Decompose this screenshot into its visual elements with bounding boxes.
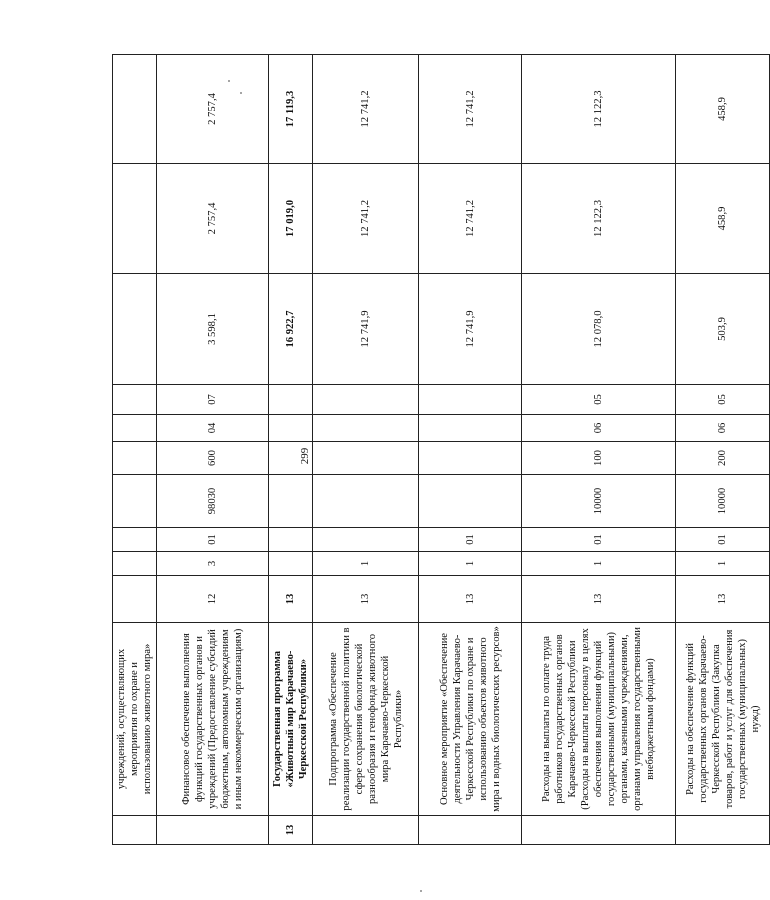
row-name: Расходы на выплаты по оплате труда работников государственных органов Карачаево-Черкесской Республики (Расходы на выплаты персоналу в целях обеспечения выполнения функций государственными (муниципальными) органами, казенными учреждениями, органами управления государственными внебюджетными фондами) — [522, 623, 676, 816]
code-section: 04 — [157, 415, 269, 442]
value-year-3 — [113, 55, 157, 164]
code-expense-type — [269, 442, 313, 475]
row-name: учреждений, осуществляющих мероприятия по охране и использованию животного мира» — [113, 623, 157, 816]
code-direction: 10000 — [676, 475, 770, 528]
row-number: 13 — [269, 816, 313, 845]
code-expense-type — [419, 442, 522, 475]
value-year-3: 2 757,4 — [157, 55, 269, 164]
value-year-3: 12 122,3 — [522, 55, 676, 164]
code-subprogram: 1 — [313, 552, 419, 576]
code-subsection — [269, 385, 313, 415]
scan-speck — [228, 80, 230, 82]
rotated-table-wrapper — [112, 55, 761, 845]
row-name: Государственная программа «Животный мир Карачаево-Черкесской Республики» — [269, 623, 313, 816]
code-subprogram: 1 — [676, 552, 770, 576]
code-event: 01 — [676, 528, 770, 552]
code-expense-type: 600 — [157, 442, 269, 475]
code-subsection: 05 — [522, 385, 676, 415]
code-section — [419, 415, 522, 442]
value-year-2: 12 741,2 — [313, 164, 419, 274]
value-year-1: 12 741,9 — [419, 274, 522, 385]
code-section — [113, 415, 157, 442]
value-year-2: 2 757,4 — [157, 164, 269, 274]
code-program: 13 — [676, 576, 770, 623]
code-program — [113, 576, 157, 623]
code-subsection — [313, 385, 419, 415]
code-section — [313, 415, 419, 442]
row-name: Расходы на обеспечение функций государственных органов Карачаево-Черкесской Республики (Закупка товаров, работ и услуг для обеспечения государственных (муниципальных) нужд) — [676, 623, 770, 816]
value-year-2: 458,9 — [676, 164, 770, 274]
row-number — [113, 816, 157, 845]
value-year-1: 12 078,0 — [522, 274, 676, 385]
code-program: 13 — [419, 576, 522, 623]
code-subsection — [113, 385, 157, 415]
code-direction — [313, 475, 419, 528]
table-body — [113, 55, 770, 845]
code-subprogram: 3 — [157, 552, 269, 576]
value-year-3: 12 741,2 — [419, 55, 522, 164]
value-year-1: 3 598,1 — [157, 274, 269, 385]
code-event: 01 — [157, 528, 269, 552]
row-number — [419, 816, 522, 845]
code-section — [269, 415, 313, 442]
row-name: Основное мероприятие «Обеспечение деятельности Управления Карачаево-Черкесской Республики по охране и использованию объектов животного мира и водных биологических ресурсов» — [419, 623, 522, 816]
value-year-3: 458,9 — [676, 55, 770, 164]
code-expense-type — [113, 442, 157, 475]
code-section: 06 — [676, 415, 770, 442]
code-subsection: 07 — [157, 385, 269, 415]
value-year-2: 12 741,2 — [419, 164, 522, 274]
scan-speck — [420, 890, 422, 892]
code-program: 13 — [269, 576, 313, 623]
value-year-3: 12 741,2 — [313, 55, 419, 164]
table-row — [522, 55, 676, 845]
code-event — [313, 528, 419, 552]
code-direction: 98030 — [157, 475, 269, 528]
value-year-2: 17 019,0 — [269, 164, 313, 274]
code-program: 13 — [313, 576, 419, 623]
table-row — [313, 55, 419, 845]
value-year-3: 17 119,3 — [269, 55, 313, 164]
row-number — [676, 816, 770, 845]
code-subprogram — [113, 552, 157, 576]
code-event: 01 — [522, 528, 676, 552]
code-subsection: 05 — [676, 385, 770, 415]
table-row — [269, 55, 313, 845]
code-event — [269, 528, 313, 552]
row-name: Финансовое обеспечение выполнения функций государственных органов и учреждений (Предоставление субсидий бюджетным, автономным учреждениям и иным некоммерческим организациям) — [157, 623, 269, 816]
code-subprogram: 1 — [522, 552, 676, 576]
value-year-2 — [113, 164, 157, 274]
page-number: 299 — [299, 447, 311, 465]
value-year-1: 12 741,9 — [313, 274, 419, 385]
code-direction: 10000 — [522, 475, 676, 528]
row-name: Подпрограмма «Обеспечение реализации государственной политики в сфере сохранения биологической разнообразия и генофонда животного мира Карачаево-Черкесской Республики» — [313, 623, 419, 816]
code-program: 12 — [157, 576, 269, 623]
table-row — [113, 55, 157, 845]
code-subsection — [419, 385, 522, 415]
code-subprogram — [269, 552, 313, 576]
code-direction — [113, 475, 157, 528]
table-row — [157, 55, 269, 845]
code-expense-type: 200 — [676, 442, 770, 475]
code-program: 13 — [522, 576, 676, 623]
row-number — [157, 816, 269, 845]
value-year-1: 503,9 — [676, 274, 770, 385]
code-expense-type: 100 — [522, 442, 676, 475]
code-expense-type — [313, 442, 419, 475]
code-subprogram: 1 — [419, 552, 522, 576]
code-direction — [269, 475, 313, 528]
value-year-2: 12 122,3 — [522, 164, 676, 274]
code-direction — [419, 475, 522, 528]
table-row — [419, 55, 522, 845]
row-number — [522, 816, 676, 845]
value-year-1: 16 922,7 — [269, 274, 313, 385]
code-event — [113, 528, 157, 552]
code-section: 06 — [522, 415, 676, 442]
scan-speck — [240, 92, 242, 94]
budget-table — [112, 54, 770, 845]
value-year-1 — [113, 274, 157, 385]
table-row — [676, 55, 770, 845]
code-event: 01 — [419, 528, 522, 552]
row-number — [313, 816, 419, 845]
